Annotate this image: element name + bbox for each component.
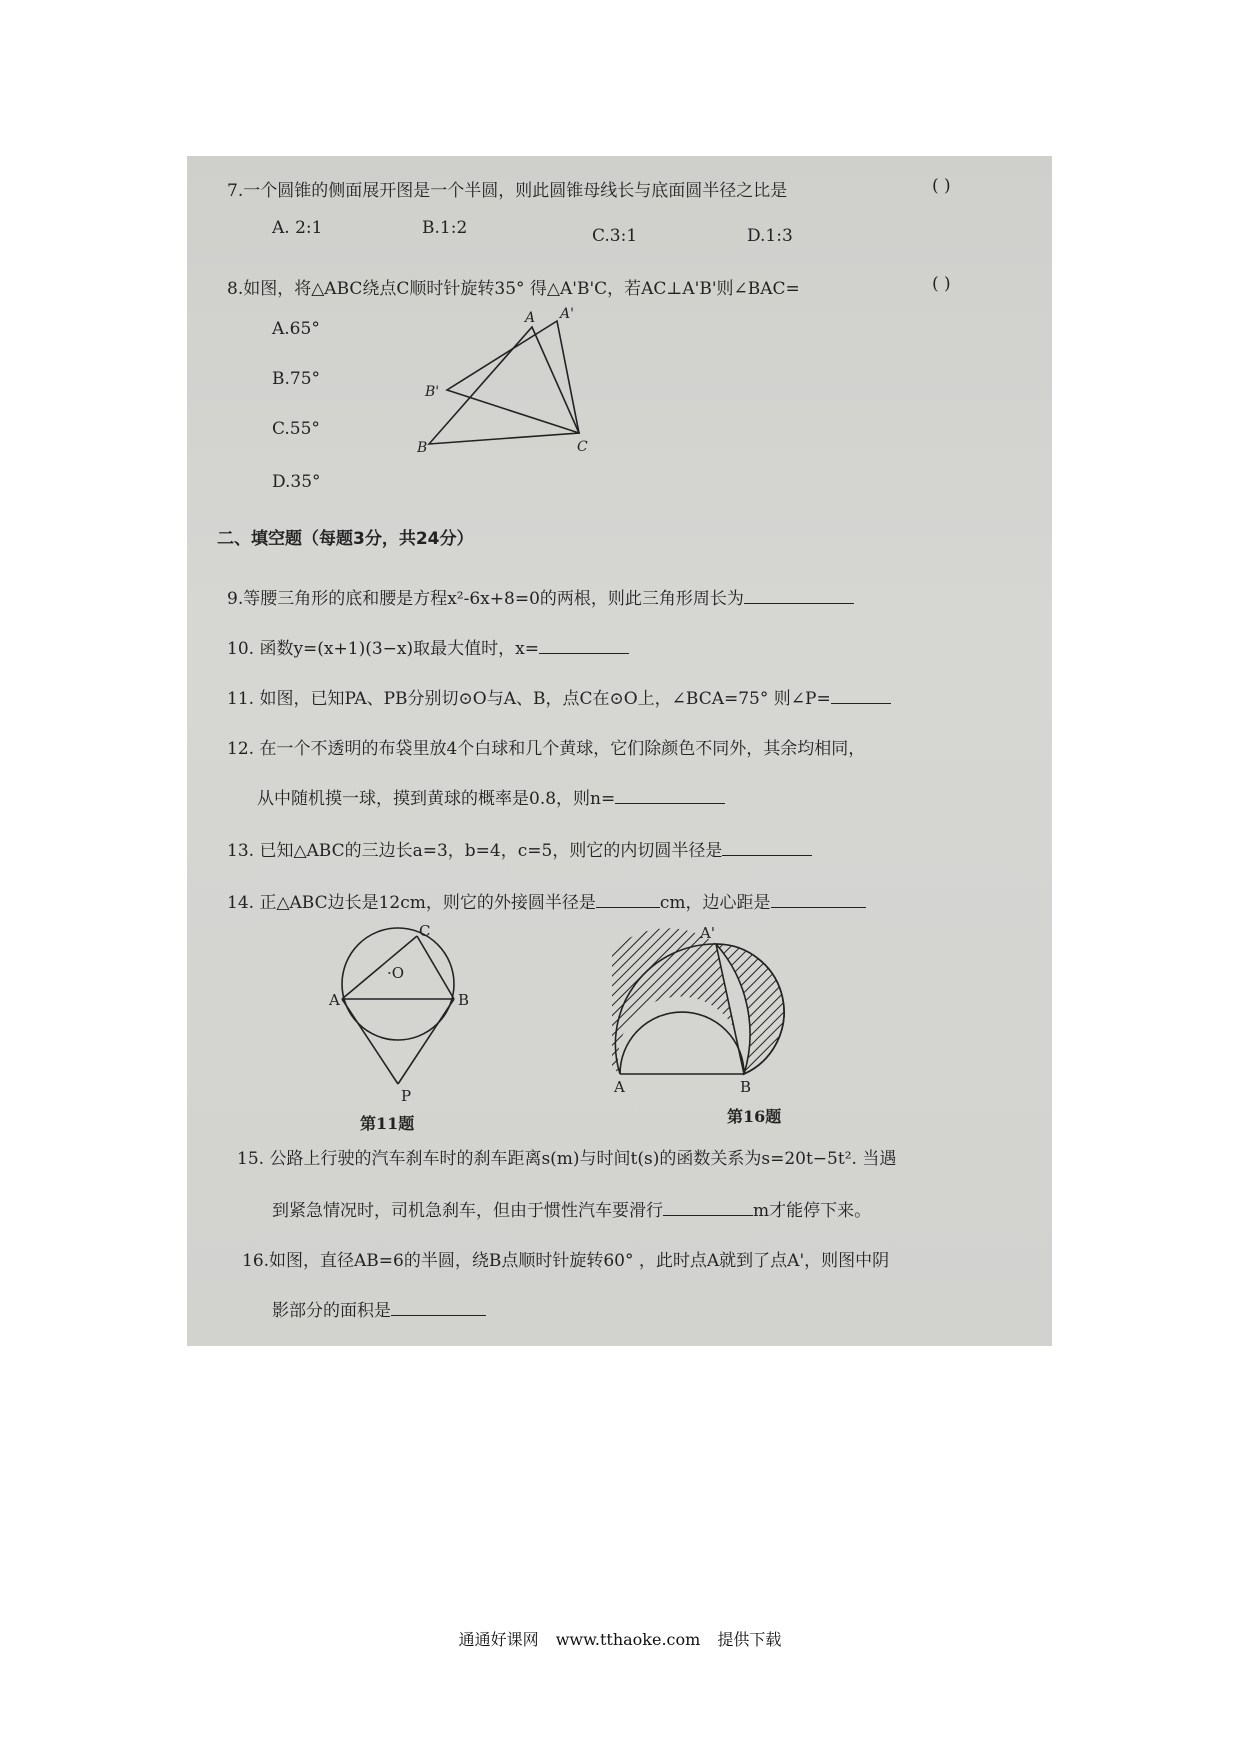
q7-stem: 7.一个圆锥的侧面展开图是一个半圆，则此圆锥母线长与底面圆半径之比是 bbox=[227, 181, 788, 201]
q8-answer-bracket: ( ) bbox=[932, 274, 951, 294]
q8-rotation-figure bbox=[417, 306, 627, 466]
q11-label-p: P bbox=[401, 1087, 412, 1105]
q16-label-b: B bbox=[740, 1078, 752, 1096]
download-footer bbox=[0, 1627, 1240, 1650]
scanned-exam-photo bbox=[187, 156, 1052, 1346]
q16-label-a: A bbox=[614, 1078, 625, 1096]
q11-tangent-figure bbox=[327, 916, 477, 1136]
q11-stem: 11. 如图，已知PA、PB分别切⊙O与A、B，点C在⊙O上，∠BCA=75° 则∠P= bbox=[227, 689, 831, 709]
q8-option-a: A.65° bbox=[272, 319, 320, 339]
q10-stem: 10. 函数y=(x+1)(3−x)取最大值时，x= bbox=[227, 639, 539, 659]
q11-label-c: C bbox=[419, 922, 431, 940]
q16-stem: 影部分的面积是 bbox=[272, 1301, 391, 1321]
q11-label-o: ·O bbox=[387, 964, 405, 982]
q13-text bbox=[227, 836, 812, 861]
q11-answer-blank bbox=[831, 689, 891, 704]
q11-label-b: B bbox=[458, 991, 470, 1009]
q7-option-b: B.1:2 bbox=[422, 218, 468, 238]
q7-answer-bracket: ( ) bbox=[932, 176, 951, 196]
q8-option-b: B.75° bbox=[272, 369, 321, 389]
q11-text bbox=[227, 684, 891, 709]
q14-part1: 14. 正△ABC边长是12cm，则它的外接圆半径是 bbox=[227, 893, 596, 913]
q14-part2: cm，边心距是 bbox=[659, 893, 771, 913]
q16-line2 bbox=[272, 1296, 486, 1321]
q8-option-c: C.55° bbox=[272, 419, 320, 439]
q15-line1: 15. 公路上行驶的汽车刹车时的刹车距离s(m)与时间t(s)的函数关系为s=20t−5t². 当遇 bbox=[237, 1149, 897, 1169]
q13-answer-blank bbox=[722, 841, 812, 856]
q15-unit: m才能停下来。 bbox=[753, 1201, 872, 1221]
q12-stem: 从中随机摸一球，摸到黄球的概率是0.8，则n= bbox=[257, 789, 616, 809]
footer-note: 提供下载 bbox=[717, 1630, 782, 1649]
q7-option-d: D.1:3 bbox=[747, 226, 793, 246]
q9-text bbox=[227, 584, 854, 609]
q8-label-c: C bbox=[577, 439, 588, 455]
q10-answer-blank bbox=[539, 639, 629, 654]
q7-option-c: C.3:1 bbox=[592, 226, 638, 246]
q10-text bbox=[227, 634, 629, 659]
q14-answer-blank-1 bbox=[596, 893, 660, 908]
q8-label-a-prime: A' bbox=[560, 306, 574, 322]
q16-rotated-semicircle-figure bbox=[612, 916, 792, 1096]
q8-option-d: D.35° bbox=[272, 472, 321, 492]
q12-answer-blank bbox=[615, 789, 725, 804]
q15-line2 bbox=[272, 1196, 871, 1221]
q11-label-a: A bbox=[329, 991, 340, 1009]
fig11-caption: 第11题 bbox=[360, 1114, 415, 1133]
q15-stem: 到紧急情况时，司机急刹车，但由于惯性汽车要滑行 bbox=[272, 1201, 663, 1221]
q12-line2 bbox=[257, 784, 725, 809]
q13-stem: 13. 已知△ABC的三边长a=3，b=4，c=5，则它的内切圆半径是 bbox=[227, 841, 723, 861]
q8-label-a: A bbox=[525, 310, 536, 326]
q16-answer-blank bbox=[391, 1301, 486, 1316]
q8-label-b: B bbox=[417, 440, 428, 456]
q8-label-b-prime: B' bbox=[425, 384, 440, 400]
q12-line1: 12. 在一个不透明的布袋里放4个白球和几个黄球，它们除颜色不同外，其余均相同， bbox=[227, 739, 866, 759]
q15-answer-blank bbox=[663, 1201, 753, 1216]
q7-option-a: A. 2:1 bbox=[272, 218, 323, 238]
q9-answer-blank bbox=[744, 589, 854, 604]
footer-site-name: 通通好课网 bbox=[458, 1630, 539, 1649]
q9-stem: 9.等腰三角形的底和腰是方程x²-6x+8=0的两根，则此三角形周长为 bbox=[227, 589, 744, 609]
q16-line1: 16.如图，直径AB=6的半圆，绕B点顺时针旋转60° ，此时点A就到了点A'，则图中阴 bbox=[242, 1251, 890, 1271]
q8-stem: 8.如图，将△ABC绕点C顺时针旋转35° 得△A'B'C，若AC⊥A'B'则∠BAC= bbox=[227, 279, 800, 299]
fig16-caption: 第16题 bbox=[727, 1107, 782, 1126]
section-fill-in-title: 二、填空题（每题3分，共24分） bbox=[217, 529, 474, 549]
q14-answer-blank-2 bbox=[771, 893, 866, 908]
q14-text bbox=[227, 888, 866, 913]
footer-url: www.tthaoke.com bbox=[555, 1630, 701, 1649]
q16-label-a-prime: A' bbox=[700, 924, 715, 942]
